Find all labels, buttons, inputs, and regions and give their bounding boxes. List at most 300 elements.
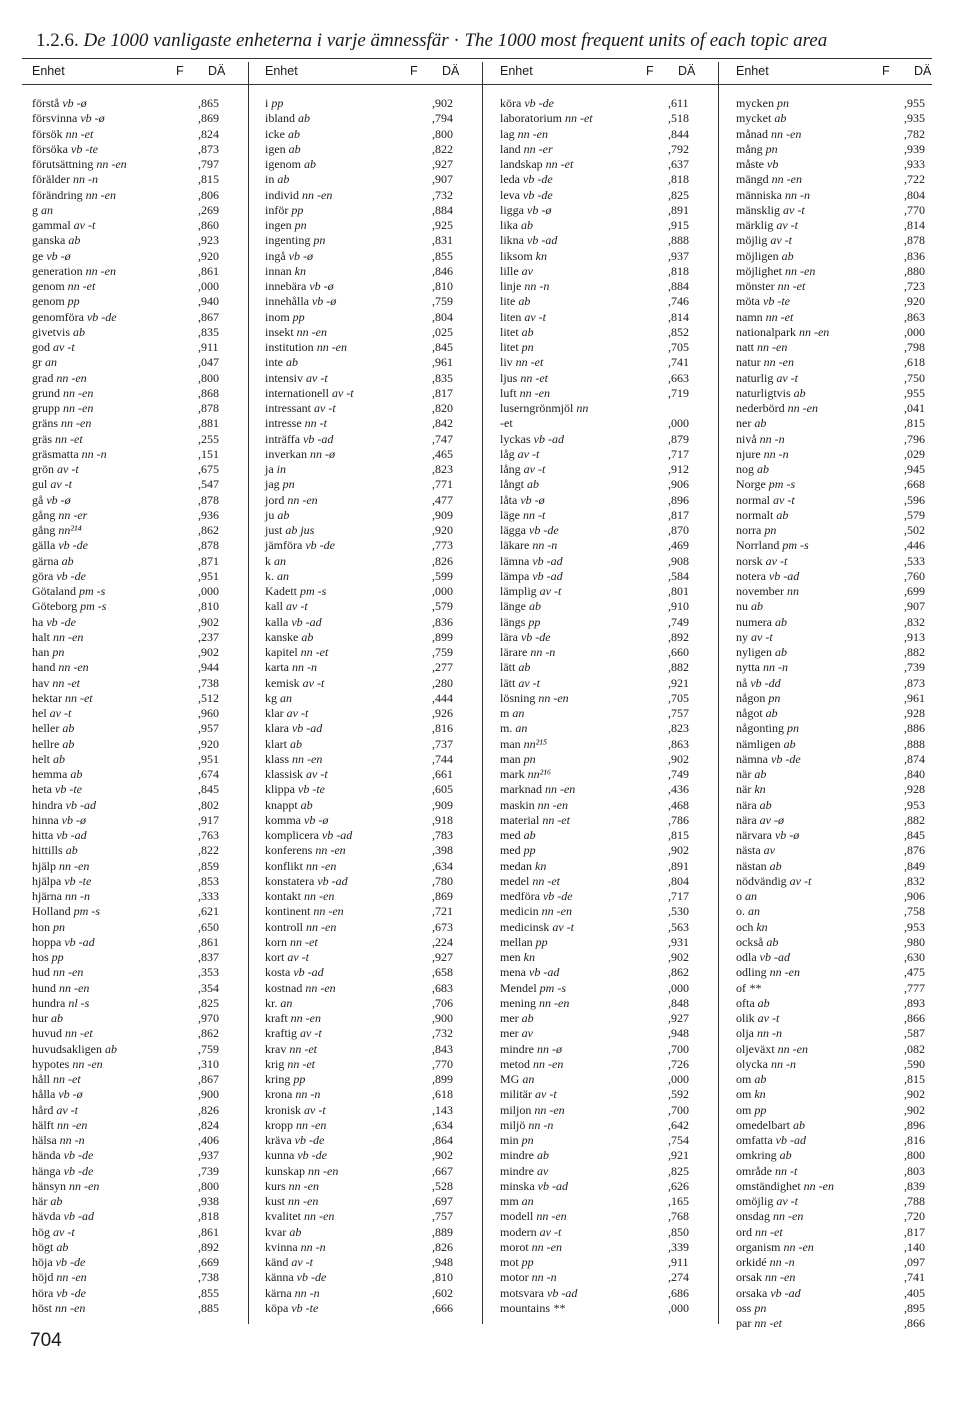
unit-word: generation [32,263,83,278]
unit-pos: av -t [751,629,773,644]
dispersion-cell: ,927 [432,950,453,964]
unit-cell [265,401,336,416]
unit-pos: nn²¹⁵ [523,736,548,751]
unit-cell [500,111,593,126]
unit-word: numera [736,614,772,629]
dispersion-cell: ,468 [668,797,689,812]
unit-pos: pp [754,1102,767,1117]
unit-word: heta [32,782,52,797]
unit-pos: vb -ø [527,202,552,217]
unit-pos: nn -en [72,1056,103,1071]
unit-cell [500,1042,562,1057]
dispersion-cell: ,353 [198,965,219,980]
unit-word: med [500,828,521,842]
dispersion-cell: ,666 [432,1300,453,1315]
header-unit: Enhet [500,64,533,78]
unit-cell [736,264,815,279]
unit-cell [500,996,569,1011]
dispersion-cell: ,823 [432,462,453,476]
unit-cell [265,1164,338,1179]
unit-word: linje [500,279,522,293]
header-unit: Enhet [32,64,65,78]
unit-word: gul [32,477,48,492]
unit-pos: ab [70,767,83,781]
unit-pos: nn -t [304,416,327,431]
unit-pos: nn -en [313,904,344,919]
unit-pos: av -ø [759,812,784,827]
unit-word: nämna [736,751,768,766]
unit-pos: nn -en [296,1117,327,1132]
unit-cell [736,721,799,736]
unit-word: gärna [32,553,59,568]
unit-cell [736,843,775,858]
dispersion-cell: ,737 [432,736,453,751]
dispersion-cell: ,826 [432,553,453,568]
unit-pos: nn -en [85,187,116,202]
unit-pos: nn -n [528,1117,554,1132]
unit-cell [265,920,336,935]
unit-word: område [736,1163,772,1178]
unit-cell [32,721,74,736]
unit-pos: nn -er [523,141,553,156]
unit-pos: nn -en [519,385,550,400]
dispersion-cell: ,165 [668,1194,689,1208]
unit-cell [736,1270,795,1285]
dispersion-cell: ,920 [198,736,219,751]
unit-cell [265,615,322,630]
unit-pos: av -t [287,950,309,964]
unit-pos: nn -en [96,157,127,171]
unit-word: g [32,202,38,217]
unit-pos: av -t [302,675,325,690]
unit-word: lämpa [500,568,530,583]
dispersion-cell: ,618 [904,355,925,370]
unit-cell [265,1118,326,1133]
unit-cell [32,1133,85,1148]
dispersion-cell: ,926 [432,706,453,720]
dispersion-cell: ,879 [668,431,689,446]
unit-pos: nn [786,584,799,598]
unit-word: marknad [500,782,542,797]
unit-word: hemma [32,767,68,781]
section-number: 1.2.6. [36,30,79,51]
unit-word: in [265,172,275,187]
unit-pos: ab [521,324,534,339]
unit-cell [736,859,782,874]
unit-cell [500,1286,577,1301]
unit-word: mot [500,1255,519,1269]
dispersion-cell: ,741 [668,355,689,370]
unit-pos: nn -en [56,1270,87,1285]
dispersion-cell: ,933 [904,157,925,171]
unit-pos: nn -en [538,690,569,705]
unit-pos: pm -s [300,584,327,598]
unit-word: normalt [736,507,774,522]
unit-pos: nn -en [56,370,87,385]
unit-cell [736,706,778,721]
dispersion-cell: ,884 [668,279,689,293]
unit-pos: nn -en [69,1178,100,1193]
unit-pos: vb -de [524,96,554,110]
unit-pos: nn -en [304,1209,335,1224]
unit-cell [500,401,588,416]
unit-cell [736,401,818,416]
unit-pos: vb -ad [770,1285,801,1300]
unit-cell [736,1194,798,1209]
unit-word: någon [736,690,766,705]
unit-word: gammal [32,218,71,232]
unit-pos: pp [293,1072,306,1086]
unit-pos: ab [537,1148,549,1163]
dispersion-cell: ,920 [432,523,453,537]
dispersion-cell: ,815 [904,1072,925,1086]
unit-word: militär [500,1087,532,1102]
unit-word: jord [265,492,285,507]
unit-cell [32,1118,87,1133]
dispersion-cell: ,825 [668,187,689,202]
unit-pos: nn -en [53,965,84,980]
unit-cell [736,660,788,675]
dispersion-cell: ,900 [432,1011,453,1025]
unit-word: hektar [32,690,62,705]
unit-pos: vb -de [296,1270,327,1285]
unit-cell [32,477,72,492]
dispersion-cell: ,940 [198,294,219,309]
unit-pos: nn -en [57,1117,88,1132]
dispersion-cell: ,843 [432,1041,453,1056]
unit-pos: pp [67,294,80,309]
unit-cell [32,599,106,614]
dispersion-cell: ,732 [432,1026,453,1041]
unit-word: kontakt [265,889,301,903]
dispersion-cell: ,025 [432,324,453,339]
unit-word: liten [500,309,522,324]
dispersion-cell: ,726 [668,1056,689,1071]
unit-pos: ab [776,507,789,522]
unit-pos: nn -en [539,995,570,1010]
unit-cell [265,432,333,447]
unit-word: helt [32,751,50,766]
unit-cell [32,508,87,523]
dispersion-cell: ,801 [668,584,689,598]
unit-pos: vb -de [58,538,88,553]
unit-pos: vb -de [63,1163,94,1178]
unit-word: kunskap [265,1163,305,1178]
unit-cell [500,584,561,599]
dispersion-cell: ,621 [198,904,219,919]
unit-word: försvinna [32,111,78,126]
dispersion-cell: ,936 [198,507,219,522]
dispersion-cell: ,661 [432,767,453,781]
header-da: DÄ [442,64,460,78]
unit-word: landskap [500,157,543,171]
unit-word: lära [500,629,518,644]
unit-pos: vb -ad [293,965,324,980]
unit-cell [500,554,563,569]
dispersion-cell: ,763 [198,828,219,842]
dispersion-cell: ,863 [668,736,689,751]
unit-pos: nn -n [59,1133,85,1147]
unit-word: odling [736,965,767,980]
dispersion-cell: ,906 [904,889,925,903]
unit-pos: ab [50,1194,63,1208]
dispersion-cell: ,902 [432,96,453,110]
unit-pos: kn [294,263,306,278]
unit-cell [736,1148,792,1163]
dispersion-cell: ,866 [904,1011,925,1025]
unit-cell [736,630,773,645]
unit-word: också [736,934,764,949]
unit-cell [32,859,89,874]
unit-pos: nn -en [302,187,333,202]
unit-pos: ab [286,355,298,370]
unit-cell [736,340,787,355]
dispersion-cell: ,000 [668,1300,689,1315]
unit-pos: vb -ad [529,965,560,980]
header-f: F [410,64,418,78]
unit-pos: vb -ad [291,614,322,629]
unit-pos: pm -s [80,599,107,614]
unit-pos: nn -et [300,645,329,659]
unit-word: heller [32,721,60,736]
unit-word: genomföra [32,309,84,324]
unit-word: läkare [500,538,530,553]
unit-cell [32,111,105,126]
unit-cell [736,752,801,767]
dispersion-cell: ,920 [198,248,219,263]
unit-cell [736,416,766,431]
unit-cell [265,172,289,187]
dispersion-cell: ,599 [432,568,453,583]
unit-cell [32,584,105,599]
unit-pos: nn -ø [309,446,335,461]
unit-word: Mendel [500,980,537,995]
unit-word: förändring [32,187,83,202]
unit-word: läge [500,507,520,522]
unit-word: man [500,751,521,766]
dispersion-cell: ,852 [668,324,689,339]
dispersion-cell: ,082 [904,1041,925,1056]
unit-cell [500,96,554,111]
unit-cell [736,1103,766,1118]
unit-cell [500,889,573,904]
unit-pos: nn -n [81,446,107,461]
dispersion-cell: ,757 [432,1209,453,1224]
unit-cell [736,965,800,980]
unit-cell [500,843,536,858]
unit-word: mm [500,1194,519,1208]
unit-cell [265,1240,326,1255]
dispersion-cell: ,683 [432,980,453,995]
unit-cell [736,203,805,218]
dispersion-cell: ,825 [198,995,219,1010]
unit-cell [500,706,524,721]
unit-word: gräsmatta [32,446,79,461]
dispersion-cell: ,477 [432,492,453,507]
unit-pos: av -t [53,340,75,354]
dispersion-cell: ,547 [198,477,219,492]
unit-cell [736,569,799,584]
unit-cell [32,493,71,508]
unit-pos: ab [288,126,300,141]
unit-word: hjälpa [32,873,62,888]
unit-cell [500,477,539,492]
dispersion-cell: ,816 [904,1133,925,1147]
unit-word: leva [500,187,520,202]
dispersion-cell: ,869 [198,111,219,126]
unit-word: nära [736,812,757,827]
unit-cell [500,416,513,431]
dispersion-cell: ,927 [432,157,453,171]
unit-cell [736,996,770,1011]
unit-pos: nn -n [785,187,810,202]
unit-pos: nl -s [68,995,90,1010]
unit-cell [736,1179,834,1194]
unit-word: grund [32,385,60,400]
unit-pos: vb -ø [288,248,313,263]
unit-word: hjärna [32,889,62,903]
unit-cell [736,813,784,828]
unit-cell [265,1255,313,1270]
unit-pos: ab [288,141,301,156]
unit-cell [500,1194,534,1209]
unit-cell [32,813,86,828]
unit-pos: nn -n [763,660,788,675]
unit-pos: vb -de [56,568,86,583]
unit-cell [32,432,83,447]
dispersion-cell: ,686 [668,1285,689,1300]
unit-pos: pm -s [73,904,101,919]
unit-cell [500,1164,548,1179]
unit-cell [500,660,530,675]
unit-word: naturlig [736,370,774,385]
unit-cell [32,1225,75,1240]
unit-word: morot [500,1239,529,1254]
dispersion-cell: ,826 [432,1239,453,1254]
unit-cell [736,310,793,325]
unit-pos: av -t [524,309,546,324]
dispersion-cell: ,882 [668,660,689,675]
unit-cell [736,386,806,401]
unit-cell [736,874,811,889]
title-swedish: De 1000 vanligaste enheterna i varje ämnessfär [83,30,449,51]
dispersion-cell: ,041 [904,401,925,415]
unit-cell [32,676,80,691]
dispersion-cell: ,663 [668,370,689,385]
unit-word: hända [32,1148,61,1163]
unit-cell [500,691,569,706]
dispersion-cell: ,863 [904,309,925,324]
unit-cell [736,1057,796,1072]
unit-word: förälder [32,172,70,187]
unit-cell [500,371,548,386]
unit-cell [32,1286,86,1301]
unit-pos: vb -te [763,294,790,309]
unit-word: nog [736,462,754,476]
unit-pos: nn -t [774,1163,798,1178]
unit-pos: ab [523,828,536,842]
unit-pos: vb -ad [321,828,353,842]
dispersion-cell: ,817 [432,385,453,400]
unit-word: kvalitet [265,1209,301,1224]
unit-word: konflikt [265,858,303,873]
dispersion-cell: ,796 [904,431,925,446]
dispersion-cell: ,518 [668,111,689,126]
header-unit: Enhet [736,64,769,78]
unit-cell [265,630,313,645]
unit-word: kort [265,950,285,964]
unit-cell [500,1270,557,1285]
unit-pos: av -t [773,492,795,507]
dispersion-cell: ,824 [198,126,219,141]
unit-pos: ab [769,858,782,873]
unit-cell [736,920,768,935]
dispersion-cell: ,758 [904,904,925,919]
dispersion-cell: ,699 [904,584,925,598]
unit-word: hund [32,980,56,995]
dispersion-cell: ,815 [904,416,925,431]
unit-word: god [32,340,50,354]
unit-cell [32,1301,85,1316]
unit-pos: vb -de [56,1285,86,1300]
unit-word: mena [500,965,526,980]
unit-cell [736,523,776,538]
unit-cell [736,294,790,309]
dispersion-cell: ,000 [198,584,219,598]
unit-pos: vb -de [520,629,551,644]
unit-cell [736,325,829,340]
unit-pos: nn -n [759,431,785,446]
dispersion-cell: ,909 [432,797,453,812]
unit-word: min [500,1133,519,1147]
unit-word: maskin [500,797,535,812]
unit-word: kontroll [265,919,303,934]
unit-cell [500,386,550,401]
unit-pos: ab [765,706,778,720]
dispersion-cell: ,961 [432,355,453,370]
dispersion-cell: ,873 [198,141,219,156]
unit-word: intressant [265,401,311,415]
unit-pos: ab [62,721,75,736]
header-da: DÄ [208,64,226,78]
unit-cell [32,447,107,462]
dispersion-cell: ,000 [668,416,689,431]
dispersion-cell: ,885 [198,1300,219,1315]
unit-cell [265,538,335,553]
dispersion-cell: ,915 [668,218,689,232]
unit-word: material [500,812,540,827]
unit-pos: nn -en [763,355,794,370]
unit-cell [500,1057,563,1072]
unit-cell [32,1179,99,1194]
dispersion-cell: ,867 [198,1072,219,1086]
unit-pos: nn -en [63,401,94,415]
dispersion-cell: ,802 [198,797,219,812]
unit-cell [500,1240,562,1255]
unit-word: möjlig [736,233,768,248]
unit-cell [500,630,551,645]
unit-cell [32,904,100,919]
unit-cell [265,1087,320,1102]
unit-pos: nn -en [798,324,830,339]
unit-word: Norge [736,477,766,492]
header-rule-top [22,58,932,59]
dispersion-cell: ,835 [198,324,219,339]
unit-pos: vb -ø [46,248,71,263]
unit-word: möta [736,294,760,309]
unit-pos: ab [518,294,531,309]
unit-cell [736,904,760,919]
